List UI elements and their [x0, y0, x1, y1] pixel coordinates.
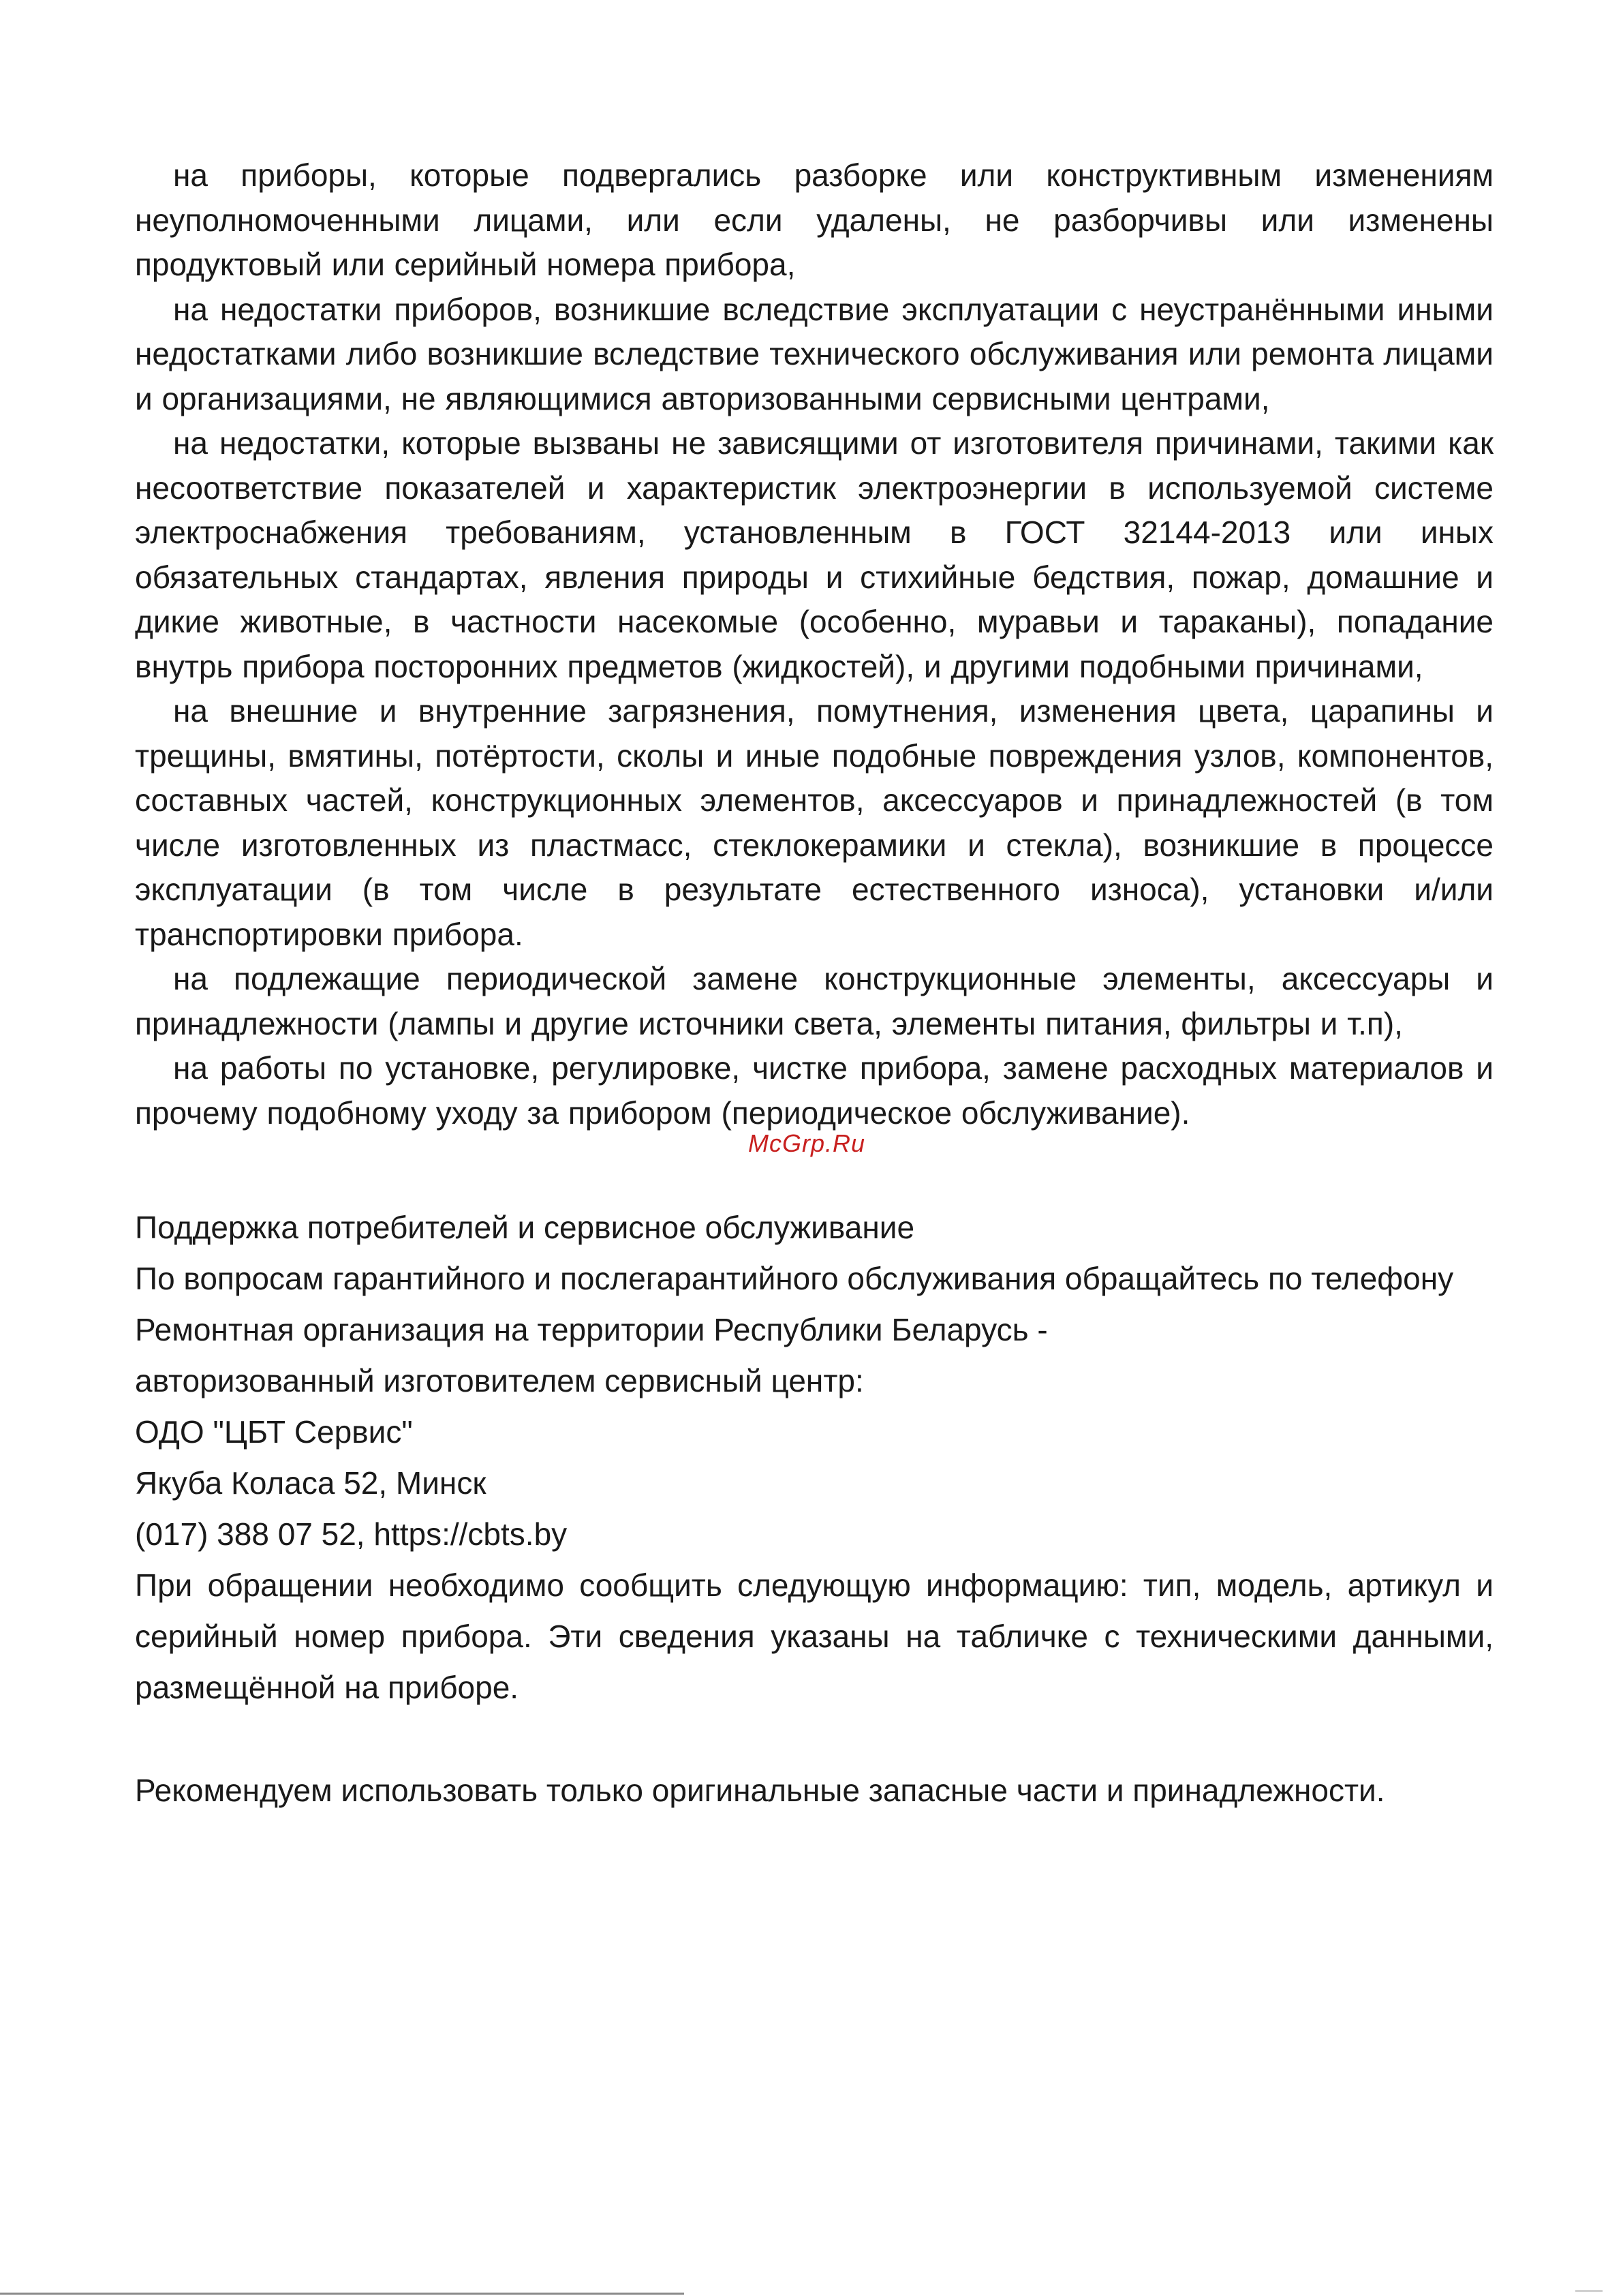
exclusion-paragraph: на недостатки, которые вызваны не зависящими от изготовителя причинами, такими как несоответствие показателей и характеристик электроэнергии в используемой системе электроснабжения требованиям, установленным в ГОСТ 32144-2013 или иных обязательных стандартах, явления природы и стихийные бедствия, пожар, домашние и дикие животные, в частности насекомые (особенно, муравьи и тараканы), попадание внутрь прибора посторонних предметов (жидкостей), и другими подобными причинами, — [135, 425, 1494, 684]
support-authorized: авторизованный изготовителем сервисный центр: — [135, 1363, 864, 1398]
exclusion-paragraph: на недостатки приборов, возникшие вследствие эксплуатации с неустранёнными иными недостатками либо возникшие вследствие технического обслуживания или ремонта лицами и организациями, не являющимися авторизованными сервисными центрами, — [135, 291, 1494, 416]
exclusion-paragraph: на работы по установке, регулировке, чистке прибора, замене расходных материалов и прочему подобному уходу за прибором (периодическое обслуживание). — [135, 1050, 1494, 1131]
recommendation-text: Рекомендуем использовать только оригинальные запасные части и принадлежности. — [135, 1773, 1385, 1808]
document-page — [135, 153, 1494, 1816]
watermark: McGrp.Ru — [748, 1129, 866, 1157]
recommendation-section — [135, 1765, 1494, 1816]
support-repair-org: Ремонтная организация на территории Республики Беларусь - — [135, 1312, 1048, 1347]
support-info-note: При обращении необходимо сообщить следующую информацию: тип, модель, артикул и серийный номер прибора. Эти сведения указаны на табличке с техническими данными, размещённой на приборе. — [135, 1567, 1494, 1705]
support-phone-note: По вопросам гарантийного и послегарантийного обслуживания обращайтесь по телефону — [135, 1261, 1454, 1296]
bottom-divider — [0, 2293, 684, 2295]
exclusion-paragraph: на приборы, которые подвергались разборке или конструктивным изменениям неуполномоченными лицами, или если удалены, не разборчивы или изменены продуктовый или серийный номера прибора, — [135, 157, 1494, 282]
warranty-exclusions-list — [135, 153, 1494, 1135]
support-section — [135, 1202, 1494, 1713]
support-company: ОДО "ЦБТ Сервис" — [135, 1414, 413, 1450]
support-heading: Поддержка потребителей и сервисное обслуживание — [135, 1210, 915, 1245]
support-contacts: (017) 388 07 52, https://cbts.by — [135, 1516, 568, 1552]
exclusion-paragraph: на внешние и внутренние загрязнения, помутнения, изменения цвета, царапины и трещины, вмятины, потёртости, сколы и иные подобные повреждения узлов, компонентов, составных частей, конструкционных элементов, аксессуаров и принадлежностей (в том числе изготовленных из пластмасс, стеклокерамики и стекла), возникшие в процессе эксплуатации (в том числе в результате естественного износа), установки и/или транспортировки прибора. — [135, 693, 1494, 952]
exclusion-paragraph: на подлежащие периодической замене конструкционные элементы, аксессуары и принадлежности (лампы и другие источники света, элементы питания, фильтры и т.п), — [135, 961, 1494, 1041]
support-address: Якуба Коласа 52, Минск — [135, 1465, 486, 1501]
corner-mark — [1575, 2290, 1603, 2292]
